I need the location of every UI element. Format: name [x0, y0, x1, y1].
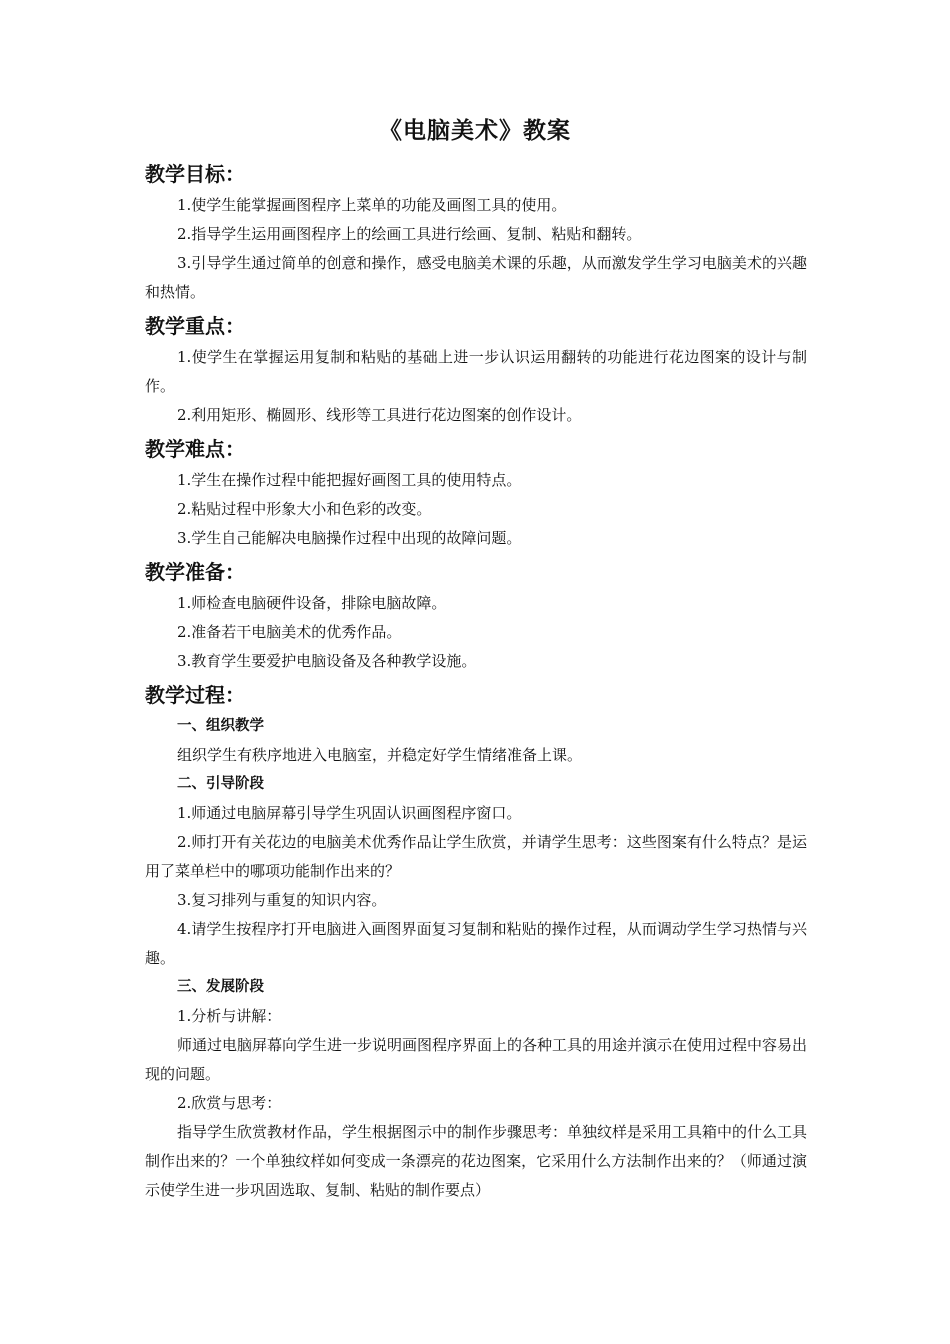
paragraph: 指导学生欣赏教材作品，学生根据图示中的制作步骤思考：单独纹样是采用工具箱中的什么工具制作出来的？一个单独纹样如何变成一条漂亮的花边图案，它采用什么方法制作出来的？（师通过演示使学生进一步巩固选取、复制、粘贴的制作要点）: [145, 1123, 808, 1199]
paragraph: 2.欣赏与思考：: [177, 1094, 282, 1112]
paragraph: 1.使学生能掌握画图程序上菜单的功能及画图工具的使用。: [177, 196, 567, 214]
paragraph: 2.指导学生运用画图程序上的绘画工具进行绘画、复制、粘贴和翻转。: [177, 225, 642, 243]
paragraph: 4.请学生按程序打开电脑进入画图界面复习复制和粘贴的操作过程，从而调动学生学习热情与兴趣。: [145, 920, 807, 967]
section-heading-process: 教学过程：: [145, 683, 245, 707]
section-heading-preparation: 教学准备：: [145, 560, 245, 584]
paragraph: 1.师通过电脑屏幕引导学生巩固认识画图程序窗口。: [177, 804, 522, 822]
paragraph: 3.学生自己能解决电脑操作过程中出现的故障问题。: [177, 529, 522, 547]
paragraph: 组织学生有秩序地进入电脑室，并稳定好学生情绪准备上课。: [177, 746, 583, 764]
paragraph: 2.粘贴过程中形象大小和色彩的改变。: [177, 500, 432, 518]
paragraph: 3.复习排列与重复的知识内容。: [177, 891, 387, 909]
subsection-heading: 三、发展阶段: [177, 979, 264, 995]
paragraph: 1.分析与讲解：: [177, 1007, 282, 1025]
paragraph: 3.教育学生要爱护电脑设备及各种教学设施。: [177, 652, 477, 670]
section-heading-objectives: 教学目标：: [145, 162, 245, 186]
paragraph: 1.师检查电脑硬件设备，排除电脑故障。: [177, 594, 447, 612]
document-title: 《电脑美术》教案: [379, 118, 571, 144]
subsection-heading: 一、组织教学: [177, 718, 264, 734]
paragraph: 1.使学生在掌握运用复制和粘贴的基础上进一步认识运用翻转的功能进行花边图案的设计与制作。: [145, 348, 807, 395]
paragraph: 师通过电脑屏幕向学生进一步说明画图程序界面上的各种工具的用途并演示在使用过程中容易出现的问题。: [145, 1036, 808, 1083]
paragraph: 1.学生在操作过程中能把握好画图工具的使用特点。: [177, 471, 522, 489]
paragraph: 2.师打开有关花边的电脑美术优秀作品让学生欣赏，并请学生思考：这些图案有什么特点？是运用了菜单栏中的哪项功能制作出来的？: [145, 833, 807, 880]
section-heading-difficulties: 教学难点：: [145, 437, 245, 461]
paragraph: 2.利用矩形、椭圆形、线形等工具进行花边图案的创作设计。: [177, 406, 582, 424]
section-heading-keypoints: 教学重点：: [145, 314, 245, 338]
document-body: [145, 155, 807, 1205]
paragraph: 3.引导学生通过简单的创意和操作，感受电脑美术课的乐趣，从而激发学生学习电脑美术的兴趣和热情。: [145, 254, 807, 301]
paragraph: 2.准备若干电脑美术的优秀作品。: [177, 623, 402, 641]
subsection-heading: 二、引导阶段: [177, 776, 264, 792]
